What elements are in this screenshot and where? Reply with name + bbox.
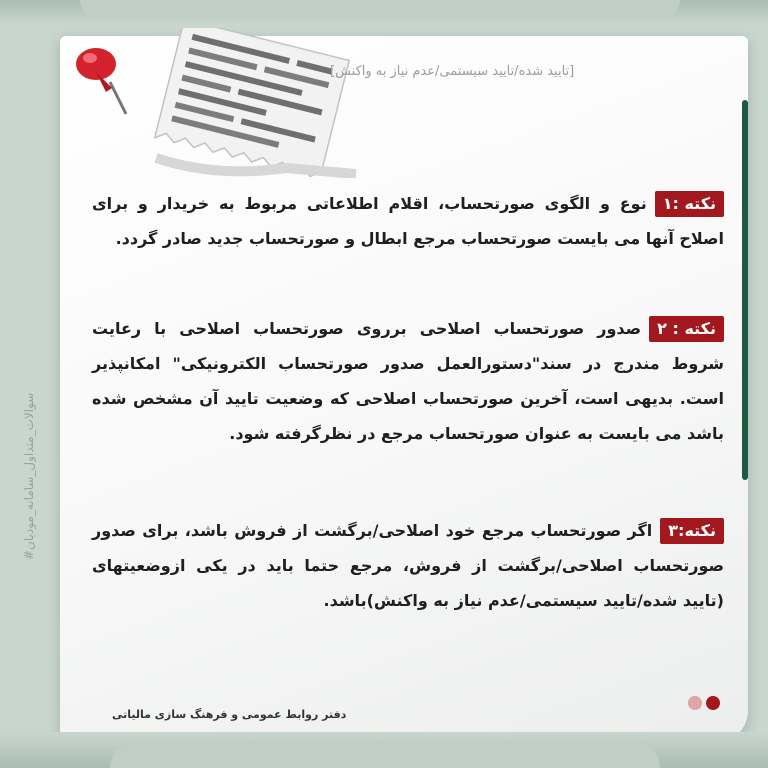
top-decorative-tab xyxy=(80,0,680,18)
receipt-illustration-icon xyxy=(126,28,376,178)
note-3-text: اگر صورتحساب مرجع خود اصلاحی/برگشت از فروش باشد، برای صدور صورتحساب اصلاحی/برگشت از فروش، مرجع حتما باید در یکی ازوضعیتهای (تایید شده/تایید سیستمی/عدم نیاز به واکنش)باشد. xyxy=(92,521,724,610)
push-pin-icon xyxy=(66,42,136,122)
note-2 xyxy=(92,311,724,451)
decorative-dot-dark xyxy=(706,696,720,710)
card-green-edge xyxy=(742,100,748,480)
note-1-label: نکته :۱ xyxy=(655,191,724,217)
note-3-label: نکته:۳ xyxy=(660,518,724,544)
note-2-text: صدور صورتحساب اصلاحی برروی صورتحساب اصلاحی با رعایت شروط مندرج در سند"دستورالعمل صدور صورتحساب الکترونیکی" امکانپذیر است. بدیهی است، آخرین صورتحساب اصلاحی که وضعیت تایید آن مشخص شده باشد می بایست به عنوان صورتحساب مرجع در نظرگرفته شود. xyxy=(92,319,724,443)
note-2-label: نکته : ۲ xyxy=(649,316,724,342)
note-1 xyxy=(92,186,724,256)
decorative-dot-light xyxy=(688,696,702,710)
note-1-text: نوع و الگوی صورتحساب، اقلام اطلاعاتی مربوط به خریدار و برای اصلاح آنها می بایست صورتحساب مرجع ابطال و صورتحساب جدید صادر گردد. xyxy=(92,194,724,248)
bottom-decorative-tab xyxy=(110,742,660,768)
footer-organization: دفتر روابط عمومی و فرهنگ سازی مالیاتی xyxy=(112,708,347,721)
side-hashtag-caption: #سوالات_متداول_سامانه_مودیان xyxy=(22,392,36,560)
note-3 xyxy=(92,513,724,618)
status-caption: [تایید شده/تایید سیستمی/عدم نیاز به واکنش] xyxy=(330,64,575,79)
